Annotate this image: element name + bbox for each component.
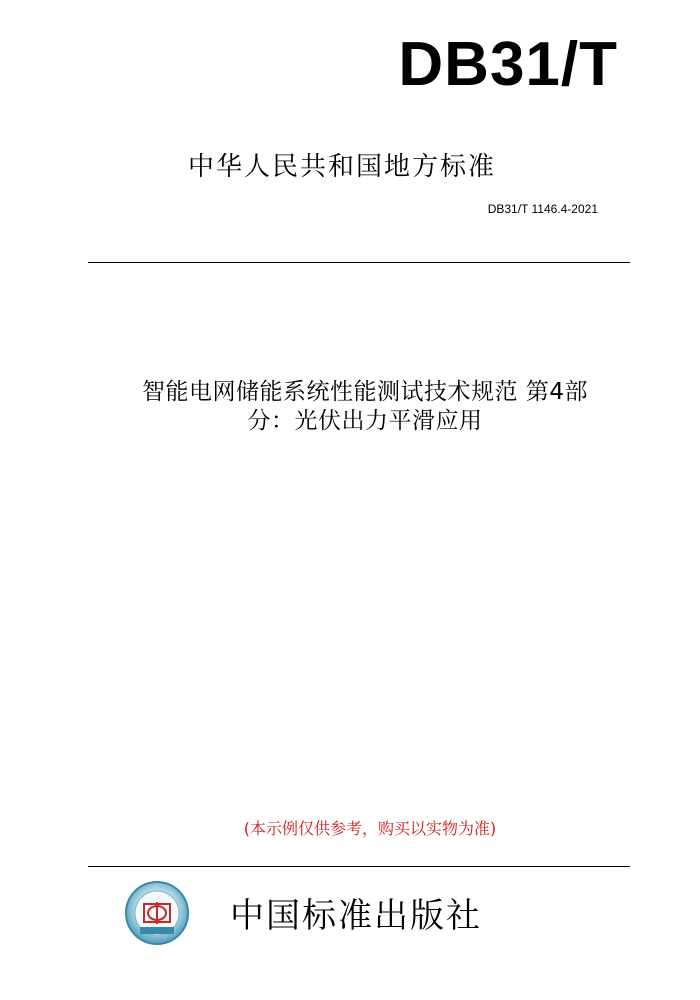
publisher-seal-icon bbox=[124, 880, 190, 946]
standard-number: DB31/T 1146.4-2021 bbox=[487, 202, 598, 216]
publisher-name: 中国标准出版社 bbox=[230, 896, 482, 936]
title-line-2: 分：光伏出力平滑应用 bbox=[247, 408, 483, 434]
document-title bbox=[60, 378, 670, 436]
bottom-divider bbox=[88, 866, 630, 867]
sample-notice: (本示例仅供参考，购买以实物为准) bbox=[243, 819, 497, 838]
standard-code-header: DB31/T bbox=[398, 30, 618, 99]
title-line-1: 智能电网储能系统性能测试技术规范 第4部 bbox=[142, 379, 588, 405]
top-divider bbox=[88, 262, 630, 263]
standard-type-heading: 中华人民共和国地方标准 bbox=[188, 152, 497, 182]
